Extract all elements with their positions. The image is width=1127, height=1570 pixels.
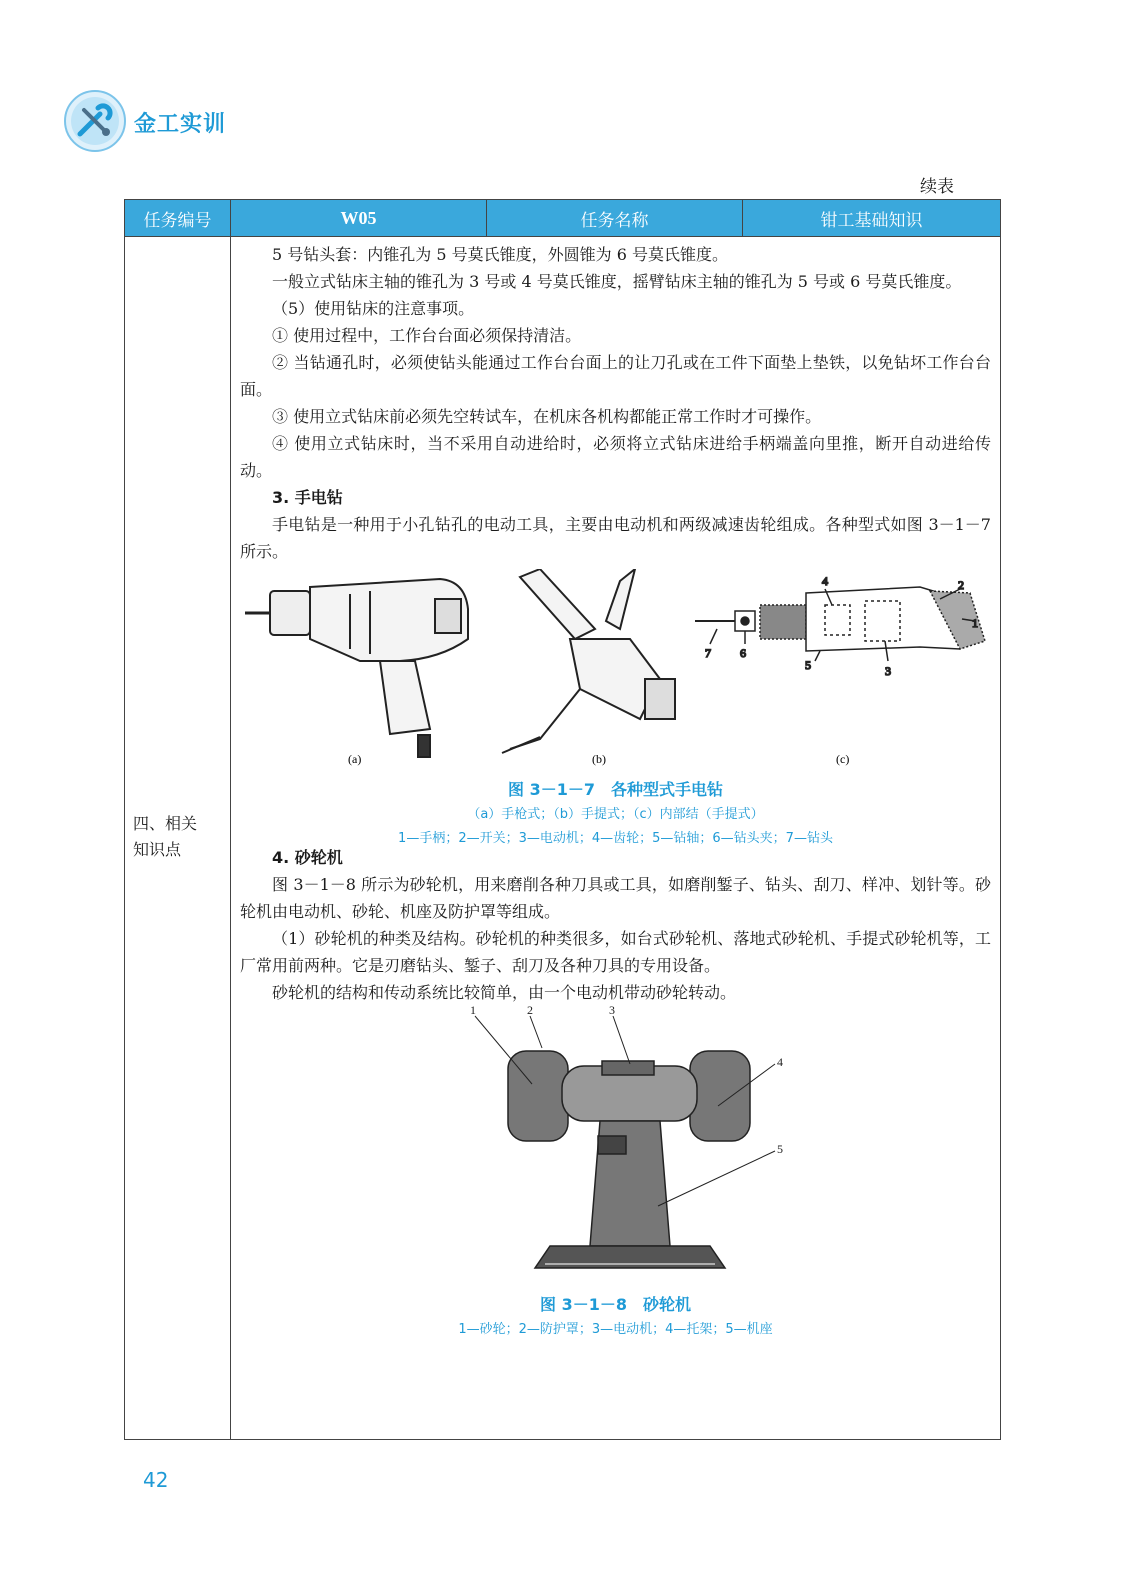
part-number: 5	[777, 1142, 783, 1156]
part-number: 3	[885, 664, 891, 678]
side-label	[133, 811, 197, 863]
table-body-row	[125, 237, 1001, 1440]
section-heading: 3. 手电钻	[272, 488, 343, 507]
continued-label: 续表	[920, 177, 954, 197]
header-task-number-value: W05	[231, 200, 487, 237]
paragraph: ① 使用过程中，工作台台面必须保持清洁。	[272, 326, 582, 345]
side-label-line-2: 知识点	[133, 840, 182, 859]
section-heading: 4. 砂轮机	[272, 848, 343, 867]
page-number: 42	[143, 1468, 169, 1492]
paragraph: 手电钻是一种用于小孔钻孔的电动工具，主要由电动机和两级减速齿轮组成。各种型式如图 3－1－7 所示。	[240, 515, 991, 561]
figure-caption	[240, 777, 991, 851]
figure-title: 图 3－1－8 砂轮机	[540, 1295, 691, 1314]
wrench-tools-icon	[62, 88, 128, 154]
header-task-name-value: 钳工基础知识	[743, 200, 1001, 237]
paragraph: 5 号钻头套：内锥孔为 5 号莫氏锥度，外圆锥为 6 号莫氏锥度。	[272, 245, 728, 264]
paragraph: ③ 使用立式钻床前必须先空转试车，在机床各机构都能正常工作时才可操作。	[272, 407, 822, 426]
hand-drills-illustration	[240, 569, 1100, 769]
book-title: 金工实训	[134, 112, 227, 137]
part-number: 1	[972, 616, 978, 630]
handheld-drill-drawing	[502, 569, 675, 753]
part-number: 1	[470, 1006, 476, 1017]
part-number: 3	[609, 1006, 615, 1017]
part-number: 2	[527, 1006, 533, 1017]
grinder-illustration	[240, 1006, 1100, 1296]
part-number: 7	[705, 646, 711, 660]
paragraph: （5）使用钻床的注意事项。	[272, 299, 475, 318]
figure-sublabel: (a)	[348, 752, 362, 766]
part-number: 2	[958, 578, 964, 592]
part-number: 4	[777, 1055, 783, 1069]
table-header-row	[125, 200, 1001, 237]
side-label-line-1: 四、相关	[133, 814, 198, 833]
figure-legend: 1—手柄；2—开关；3—电动机；4—齿轮；5—钻轴；6—钻头夹；7—钻头	[398, 831, 833, 846]
figure-subtitle: （a）手枪式；（b）手提式；（c）内部结（手提式）	[467, 807, 764, 822]
figure-sublabel: (c)	[836, 752, 850, 766]
content-body	[232, 238, 999, 1337]
figure-title: 图 3－1－7 各种型式手电钻	[508, 780, 723, 799]
figure-hand-drills	[240, 569, 991, 844]
paragraph: 砂轮机的结构和传动系统比较简单，由一个电动机带动砂轮转动。	[272, 983, 737, 1002]
paragraph: 一般立式钻床主轴的锥孔为 3 号或 4 号莫氏锥度，摇臂钻床主轴的锥孔为 5 号或 6 号莫氏锥度。	[272, 272, 962, 291]
header-task-name-label: 任务名称	[487, 200, 743, 237]
drill-internal-structure-drawing	[695, 574, 985, 678]
pistol-drill-drawing	[245, 579, 468, 757]
header-task-number-label: 任务编号	[125, 200, 231, 237]
part-number: 5	[805, 658, 811, 672]
task-table	[124, 199, 1001, 1440]
figure-legend: 1—砂轮；2—防护罩；3—电动机；4—托架；5—机座	[458, 1322, 773, 1337]
paragraph: ④ 使用立式钻床时，当不采用自动进给时，必须将立式钻床进给手柄端盖向里推，断开自动进给传动。	[240, 434, 991, 480]
figure-grinder	[240, 1006, 991, 1337]
paragraph: （1）砂轮机的种类及结构。砂轮机的种类很多，如台式砂轮机、落地式砂轮机、手提式砂轮机等，工厂常用前两种。它是刃磨钻头、錾子、刮刀及各种刀具的专用设备。	[240, 929, 991, 975]
part-number: 6	[740, 646, 746, 660]
part-number: 4	[822, 574, 828, 588]
side-label-cell	[125, 237, 231, 1440]
paragraph: 图 3－1－8 所示为砂轮机，用来磨削各种刀具或工具，如磨削錾子、钻头、刮刀、样冲、划针等。砂轮机由电动机、砂轮、机座及防护罩等组成。	[240, 875, 991, 921]
figure-sublabel: (b)	[592, 752, 606, 766]
content-cell	[231, 237, 1001, 1440]
figure-caption	[240, 1292, 991, 1342]
paragraph: ② 当钻通孔时，必须使钻头能通过工作台台面上的让刀孔或在工件下面垫上垫铁，以免钻坏工作台台面。	[240, 353, 991, 399]
